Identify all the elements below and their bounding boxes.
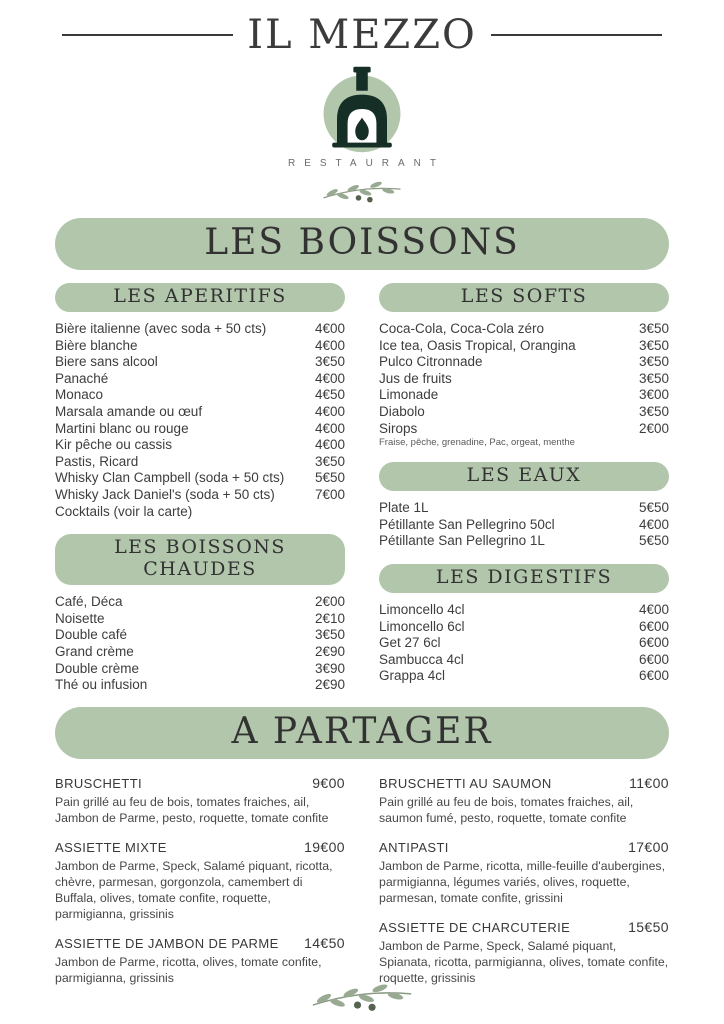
menu-item	[55, 677, 345, 694]
item-price: 7€00	[314, 486, 345, 502]
item-name: Diabolo	[379, 403, 425, 419]
menu-item	[55, 644, 345, 661]
food-head	[379, 775, 669, 791]
item-name: Limoncello 4cl	[379, 601, 465, 617]
item-name: Pulco Citronnade	[379, 354, 483, 370]
item-price: 4€00	[314, 420, 345, 436]
item-name: Thé ou infusion	[55, 677, 148, 693]
item-name: Whisky Jack Daniel's (soda + 50 cts)	[55, 486, 275, 502]
item-price: 2€10	[314, 610, 345, 626]
menu-row	[379, 354, 669, 371]
menu-item	[379, 652, 669, 669]
food-head	[55, 935, 345, 951]
softs-list	[379, 321, 669, 448]
menu-item	[55, 404, 345, 421]
item-name: Jus de fruits	[379, 370, 452, 386]
menu-item	[379, 619, 669, 636]
item-name: Marsala amande ou œuf	[55, 403, 203, 419]
menu-row	[55, 487, 345, 504]
menu-item	[379, 668, 669, 685]
restaurant-name: IL MEZZO	[247, 12, 477, 58]
menu-row	[379, 338, 669, 355]
item-name: Double café	[55, 627, 128, 643]
aperitifs-list	[55, 321, 345, 520]
food-item	[55, 935, 345, 986]
food-description: Jambon de Parme, Speck, Salamé piquant, Spianata, ricotta, parmigianna, olives, tomate confite, roquette, grissinis	[379, 938, 669, 985]
item-name: Double crème	[55, 660, 140, 676]
item-price: 5€50	[314, 470, 345, 486]
item-price: 4€00	[314, 437, 345, 453]
food-name: ASSIETTE DE JAMBON DE PARME	[55, 935, 279, 951]
menu-row	[379, 321, 669, 338]
menu-row	[55, 454, 345, 471]
menu-item	[55, 421, 345, 438]
menu-row	[55, 677, 345, 694]
menu-row	[379, 635, 669, 652]
pizza-oven-icon	[312, 62, 412, 156]
menu-item	[379, 387, 669, 404]
item-price: 4€00	[638, 516, 669, 532]
menu-item	[379, 404, 669, 421]
item-price: 3€50	[638, 321, 669, 336]
food-price: 19€00	[304, 838, 345, 855]
menu-row	[379, 371, 669, 388]
item-name: Limoncello 6cl	[379, 618, 465, 634]
menu-row	[379, 533, 669, 550]
food-price: 17€00	[628, 838, 669, 855]
item-price: 4€00	[314, 403, 345, 419]
item-name: Noisette	[55, 610, 105, 626]
digestifs-list	[379, 602, 669, 685]
food-item	[379, 839, 669, 906]
menu-row	[55, 504, 345, 521]
menu-item	[379, 500, 669, 517]
menu-row	[55, 627, 345, 644]
menu-row	[379, 652, 669, 669]
title-rule-right	[491, 34, 662, 36]
menu-item	[379, 517, 669, 534]
drinks-columns	[55, 283, 669, 694]
food-name: ASSIETTE DE CHARCUTERIE	[379, 919, 571, 935]
food-price: 11€00	[629, 774, 669, 791]
food-item	[55, 775, 345, 826]
item-price: 4€00	[638, 601, 669, 617]
item-price: 3€50	[638, 403, 669, 419]
item-price: 2€90	[314, 643, 345, 659]
menu-row	[379, 387, 669, 404]
menu-item	[55, 487, 345, 504]
item-name: Get 27 6cl	[379, 635, 441, 651]
item-price: 2€00	[314, 594, 345, 610]
item-name: Sirops	[379, 420, 418, 436]
item-name: Kir pêche ou cassis	[55, 437, 173, 453]
item-price: 3€50	[314, 627, 345, 643]
item-price: 3€50	[314, 354, 345, 370]
item-price: 6€00	[638, 618, 669, 634]
item-price: 3€50	[638, 354, 669, 370]
food-head	[55, 839, 345, 855]
item-price: 6€00	[638, 668, 669, 684]
menu-item	[379, 421, 669, 449]
menu-item	[379, 321, 669, 338]
title-rule-left	[62, 34, 233, 36]
item-name: Café, Déca	[55, 594, 123, 610]
item-name: Plate 1L	[379, 500, 429, 516]
item-name: Bière italienne (avec soda + 50 cts)	[55, 321, 267, 336]
menu-header	[0, 12, 724, 205]
food-price: 9€00	[312, 774, 345, 791]
menu-row	[379, 404, 669, 421]
eaux-title: LES EAUX	[379, 462, 669, 491]
menu-row	[55, 354, 345, 371]
menu-row	[379, 602, 669, 619]
food-item	[55, 839, 345, 922]
menu-item	[379, 635, 669, 652]
menu-row	[55, 338, 345, 355]
item-name: Limonade	[379, 387, 439, 403]
item-name: Martini blanc ou rouge	[55, 420, 189, 436]
item-name: Pastis, Ricard	[55, 453, 139, 469]
drinks-right-column	[379, 283, 669, 694]
menu-item	[55, 504, 345, 521]
item-name: Coca-Cola, Coca-Cola zéro	[379, 321, 545, 336]
food-price: 14€50	[304, 934, 345, 951]
menu-item	[55, 371, 345, 388]
drinks-left-column	[55, 283, 345, 694]
food-name: ASSIETTE MIXTE	[55, 839, 167, 855]
menu-item	[55, 321, 345, 338]
menu-row	[55, 437, 345, 454]
menu-item	[379, 533, 669, 550]
menu-item	[55, 354, 345, 371]
item-price: 6€00	[638, 635, 669, 651]
item-price: 3€90	[314, 660, 345, 676]
food-head	[55, 775, 345, 791]
food-description: Pain grillé au feu de bois, tomates fraiches, ail, Jambon de Parme, pesto, roquette, tomate confite	[55, 794, 329, 825]
restaurant-logo	[0, 62, 724, 156]
menu-row	[55, 387, 345, 404]
item-price: 5€50	[638, 533, 669, 549]
item-name: Ice tea, Oasis Tropical, Orangina	[379, 337, 576, 353]
sharing-columns	[55, 775, 669, 999]
section-title-boissons: LES BOISSONS	[55, 218, 669, 270]
item-name: Grappa 4cl	[379, 668, 446, 684]
food-name: BRUSCHETTI AU SAUMON	[379, 775, 552, 791]
item-name: Monaco	[55, 387, 104, 403]
menu-row	[379, 668, 669, 685]
menu-row	[55, 404, 345, 421]
item-price: 3€50	[638, 370, 669, 386]
menu-row	[55, 594, 345, 611]
boissons-chaudes-list	[55, 594, 345, 694]
item-name: Whisky Clan Campbell (soda + 50 cts)	[55, 470, 285, 486]
sharing-left-column	[55, 775, 345, 999]
food-item	[379, 919, 669, 986]
eaux-list	[379, 500, 669, 550]
menu-row	[55, 644, 345, 661]
food-price: 15€50	[628, 918, 669, 935]
food-item	[379, 775, 669, 826]
food-description: Jambon de Parme, ricotta, mille-feuille d'aubergines, parmigianna, légumes variés, olives, roquette, parmesan, tomate confite, grissini	[379, 858, 665, 905]
item-name: Cocktails (voir la carte)	[55, 503, 193, 519]
menu-row	[55, 421, 345, 438]
sharing-right-column	[379, 775, 669, 999]
menu-row	[55, 321, 345, 338]
menu-item	[379, 354, 669, 371]
item-name: Grand crème	[55, 643, 134, 659]
menu-item	[55, 594, 345, 611]
item-name: Pétillante San Pellegrino 1L	[379, 533, 545, 549]
restaurant-label: RESTAURANT	[287, 158, 446, 169]
item-price: 3€00	[638, 387, 669, 403]
food-name: BRUSCHETTI	[55, 775, 143, 791]
menu-row	[55, 371, 345, 388]
item-name: Bière blanche	[55, 337, 138, 353]
item-price: 4€00	[314, 321, 345, 336]
item-price: 5€50	[638, 500, 669, 516]
item-price: 3€50	[314, 453, 345, 469]
digestifs-title: LES DIGESTIFS	[379, 564, 669, 593]
item-name: Biere sans alcool	[55, 354, 158, 370]
menu-item	[55, 627, 345, 644]
food-description: Jambon de Parme, Speck, Salamé piquant, ricotta, chèvre, parmesan, gorgonzola, camembert di Buffala, olives, tomate confite, roquette, parmigianna, grissinis	[55, 858, 333, 921]
item-price: 3€50	[638, 337, 669, 353]
olive-branch-top-icon	[0, 175, 724, 205]
menu-row	[379, 517, 669, 534]
section-title-partager: A PARTAGER	[55, 707, 669, 759]
item-price: 2€00	[638, 420, 669, 436]
menu-item	[379, 371, 669, 388]
menu-item	[55, 387, 345, 404]
menu-item	[379, 338, 669, 355]
item-price: 6€00	[638, 651, 669, 667]
menu-row	[379, 421, 669, 438]
food-name: ANTIPASTI	[379, 839, 449, 855]
food-head	[379, 839, 669, 855]
boissons-chaudes-title: LES BOISSONS CHAUDES	[55, 534, 345, 585]
menu-item	[55, 437, 345, 454]
food-head	[379, 919, 669, 935]
item-name: Panaché	[55, 370, 109, 386]
item-price: 4€00	[314, 337, 345, 353]
item-price: 2€90	[314, 677, 345, 693]
item-price: 4€50	[314, 387, 345, 403]
menu-item	[55, 454, 345, 471]
item-name: Pétillante San Pellegrino 50cl	[379, 516, 555, 532]
menu-row	[379, 500, 669, 517]
aperitifs-title: LES APERITIFS	[55, 283, 345, 312]
menu-row	[55, 611, 345, 628]
brand-row	[62, 12, 662, 58]
food-description: Pain grillé au feu de bois, tomates fraiches, ail, saumon fumé, pesto, roquette, tomate confite	[379, 794, 634, 825]
item-note: Fraise, pêche, grenadine, Pac, orgeat, menthe	[379, 437, 575, 449]
menu-item	[55, 661, 345, 678]
menu-item	[55, 470, 345, 487]
softs-title: LES SOFTS	[379, 283, 669, 312]
menu-item	[379, 602, 669, 619]
menu-row	[55, 661, 345, 678]
menu-item	[55, 338, 345, 355]
olive-branch-bottom-icon	[307, 976, 417, 1014]
menu-row	[55, 470, 345, 487]
menu-row	[379, 619, 669, 636]
item-price: 4€00	[314, 370, 345, 386]
menu-item	[55, 611, 345, 628]
food-description: Jambon de Parme, ricotta, olives, tomate confite, parmigianna, grissinis	[55, 954, 322, 985]
item-name: Sambucca 4cl	[379, 651, 464, 667]
